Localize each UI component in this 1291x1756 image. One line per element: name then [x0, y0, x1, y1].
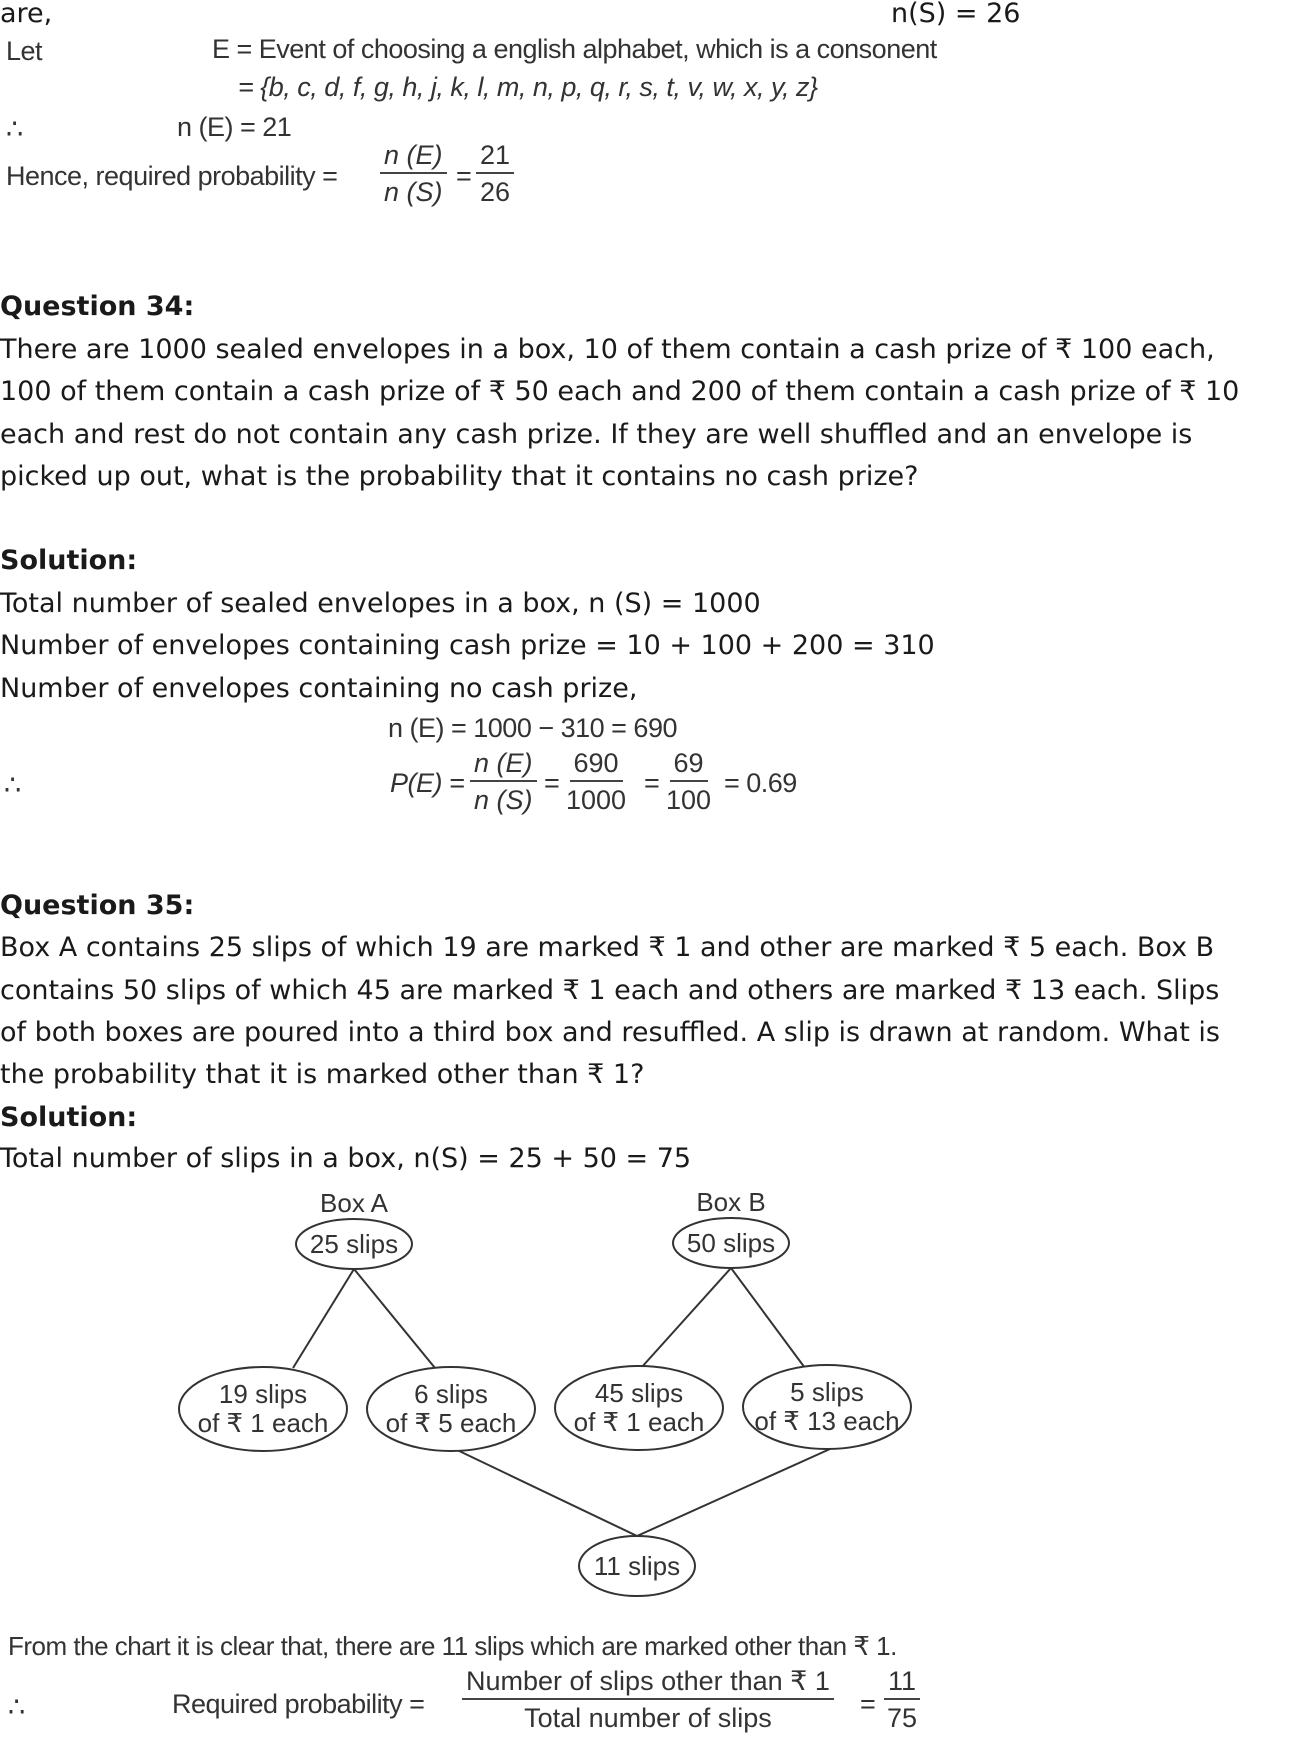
event-definition: E = Event of choosing a english alphabet, which is a consonent	[212, 34, 937, 64]
denominator: 100	[666, 785, 712, 815]
text-let: Let	[6, 36, 43, 66]
numerator: n (E)	[470, 750, 537, 782]
node-text: of ₹ 1 each	[573, 1407, 705, 1437]
question-line: There are 1000 sealed envelopes in a box, 10 of them contain a cash prize of ₹ 100 each,	[0, 334, 1215, 365]
node-text: of ₹ 1 each	[197, 1408, 329, 1438]
denominator: Total number of slips	[524, 1703, 772, 1733]
node-text: of ₹ 13 each	[754, 1406, 900, 1436]
edge	[293, 1269, 354, 1368]
question-line: 100 of them contain a cash prize of ₹ 50 each and 200 of them contain a cash prize of ₹ 10	[0, 376, 1240, 407]
denominator: 1000	[566, 785, 627, 815]
solution-total: Total number of slips in a box, n(S) = 25 + 50 = 75	[0, 1143, 692, 1174]
ne-value: n (E) = 21	[177, 112, 292, 142]
question-line: of both boxes are poured into a third box and resuffled. A slip is drawn at random. What is	[0, 1017, 1220, 1048]
node-text: 19 slips	[218, 1379, 308, 1409]
pe-label: P(E) =	[390, 768, 465, 798]
therefore-symbol: ∴	[8, 1692, 25, 1722]
question-line: Box A contains 25 slips of which 19 are marked ₹ 1 and other are marked ₹ 5 each. Box B	[0, 932, 1215, 963]
numerator: 690	[570, 750, 623, 782]
numerator: n (E)	[380, 142, 447, 174]
question-34-heading: Question 34:	[0, 291, 195, 322]
numerator: Number of slips other than ₹ 1	[462, 1668, 834, 1700]
solution-line: Total number of sealed envelopes in a box, n (S) = 1000	[0, 588, 761, 619]
hence-label: Hence, required probability =	[6, 161, 338, 191]
node-text: 45 slips	[594, 1378, 684, 1408]
question-line: contains 50 slips of which 45 are marked ₹ 1 each and others are marked ₹ 13 each. Slips	[0, 975, 1220, 1006]
edge	[455, 1449, 637, 1536]
denominator: n (S)	[384, 177, 443, 207]
therefore-symbol: ∴	[4, 770, 21, 800]
denominator: 26	[480, 177, 511, 207]
edge	[641, 1268, 731, 1368]
equals: =	[860, 1689, 876, 1719]
text-are: are,	[0, 0, 53, 29]
numerator: 69	[670, 750, 708, 782]
event-set: = {b, c, d, f, g, h, j, k, l, m, n, p, q, r, s, t, v, w, x, y, z}	[238, 72, 818, 102]
fraction-slips	[462, 1668, 834, 1732]
question-line: the probability that it is marked other than ₹ 1?	[0, 1059, 645, 1090]
question-line: picked up out, what is the probability that it contains no cash prize?	[0, 461, 919, 492]
fraction-11-75	[884, 1668, 920, 1732]
denominator: n (S)	[474, 785, 533, 815]
node-text: 25 slips	[309, 1229, 399, 1259]
therefore-symbol: ∴	[6, 114, 23, 144]
node-text: 6 slips	[414, 1379, 488, 1409]
numerator: 21	[476, 142, 514, 174]
ne-calc: n (E) = 1000 − 310 = 690	[388, 713, 677, 743]
box-b-label: Box B	[696, 1187, 766, 1217]
box-a-label: Box A	[320, 1188, 388, 1218]
question-line: each and rest do not contain any cash prize. If they are well shuffled and an envelope is	[0, 419, 1193, 450]
denominator: 75	[886, 1703, 918, 1733]
solution-line: Number of envelopes containing no cash prize,	[0, 673, 638, 704]
result: = 0.69	[724, 768, 797, 798]
text-ns: n(S) = 26	[891, 0, 1021, 29]
edge	[731, 1268, 805, 1368]
edge	[354, 1269, 435, 1368]
edge	[637, 1449, 830, 1536]
question-35-heading: Question 35:	[0, 890, 195, 921]
conclusion: From the chart it is clear that, there are 11 slips which are marked other than ₹ 1.	[8, 1631, 897, 1661]
solution-heading: Solution:	[0, 545, 138, 576]
equals: =	[456, 161, 472, 191]
node-text: 11 slips	[593, 1551, 681, 1581]
solution-heading: Solution:	[0, 1102, 138, 1133]
required-probability-label: Required probability =	[172, 1689, 425, 1719]
node-text: 5 slips	[790, 1377, 864, 1407]
node-text: of ₹ 5 each	[385, 1408, 517, 1438]
equals: =	[644, 768, 660, 798]
numerator: 11	[884, 1668, 920, 1700]
node-text: 50 slips	[686, 1228, 776, 1258]
equals: =	[544, 768, 560, 798]
solution-line: Number of envelopes containing cash prize = 10 + 100 + 200 = 310	[0, 630, 935, 661]
